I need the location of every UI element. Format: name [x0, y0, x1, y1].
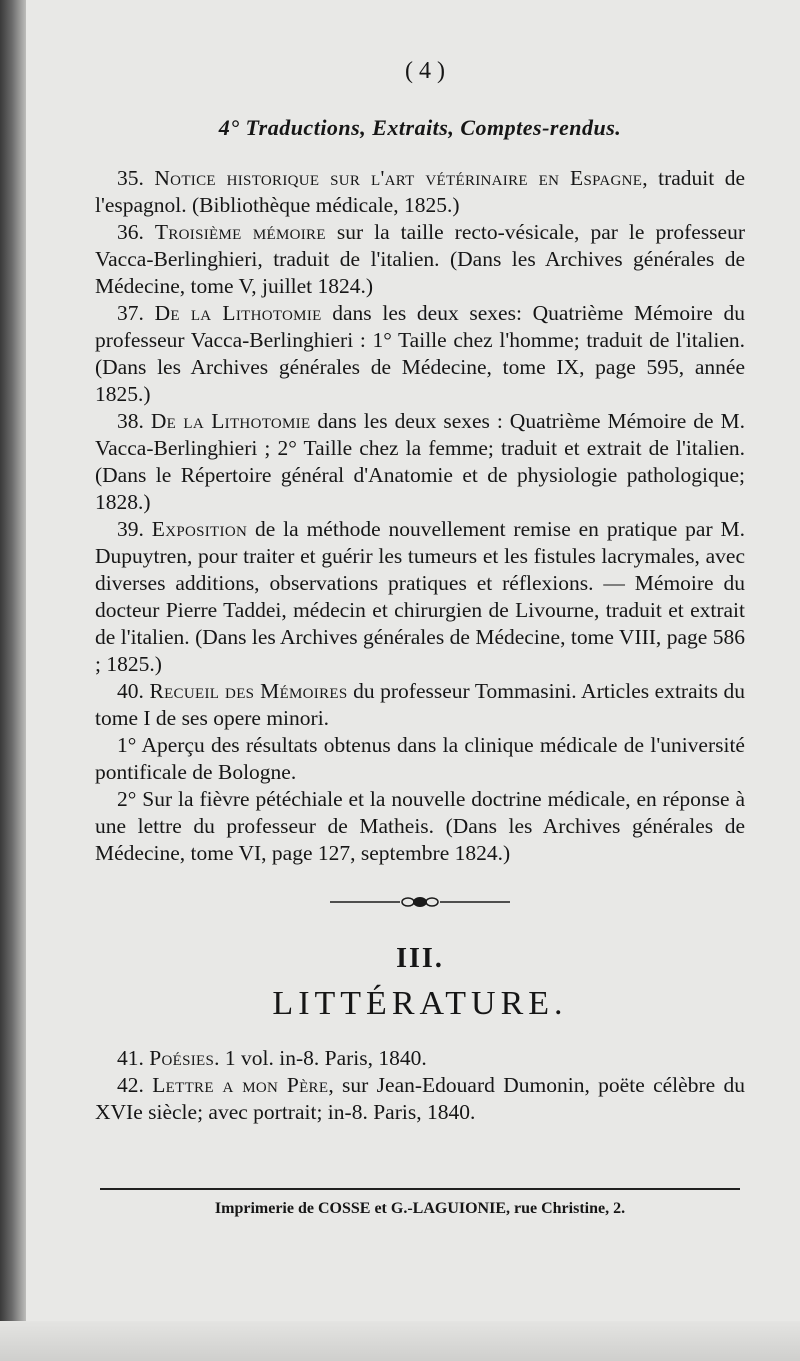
ornament-divider	[330, 895, 510, 909]
entry-number: 2°	[117, 787, 137, 811]
entry-text: dans les deux sexes : Quatrième Mémoire de M. Vacca-Berlinghieri ; 2° Taille chez la femme; traduit et extrait de l'italien. (Dans le Répertoire général d'Anatomie et de physiologie pathologique; 1828.)	[95, 409, 745, 514]
list-item	[95, 165, 745, 219]
entry-number: 38.	[117, 409, 144, 433]
entry-text: du professeur Tommasini. Articles extraits du tome I de ses opere minori.	[95, 679, 746, 730]
entry-number: 36.	[117, 220, 144, 244]
list-item	[95, 786, 745, 867]
entry-title: Troisième mémoire	[154, 220, 326, 244]
part-title: LITTÉRATURE.	[272, 985, 568, 1022]
entry-title: De la Lithotomie	[154, 301, 322, 325]
literature-list	[95, 1045, 745, 1126]
entry-text: . 1 vol. in-8. Paris, 1840.	[214, 1046, 427, 1070]
entry-title: De la Lithotomie	[150, 409, 311, 433]
list-item	[95, 219, 745, 300]
page-bottom-edge	[0, 1321, 800, 1361]
entry-text: , sur Jean-Edouard Dumonin, poëte célèbre du XVIe siècle; avec portrait; in-8. Paris, 1840.	[95, 1073, 746, 1124]
entry-text: , traduit de l'espagnol. (Bibliothèque médicale, 1825.)	[95, 166, 745, 217]
entry-text: dans les deux sexes: Quatrième Mémoire du professeur Vacca-Berlinghieri : 1° Taille chez l'homme; traduit de l'italien. (Dans les Archives générales de Médecine, tome IX, page 595, année 1825.)	[95, 301, 745, 406]
entry-number: 1°	[117, 733, 137, 757]
entry-title: Exposition	[151, 517, 248, 541]
page-binding-shadow	[0, 0, 26, 1361]
entry-number: 41.	[117, 1046, 144, 1070]
entry-number: 35.	[117, 166, 144, 190]
list-item	[95, 1045, 745, 1072]
list-item	[95, 300, 745, 408]
entry-title: Poésies	[149, 1046, 215, 1070]
entry-title: Notice historique sur l'art vétérinaire en Espagne	[154, 166, 643, 190]
entry-number: 40.	[117, 679, 144, 703]
entry-title: Lettre a mon Père	[152, 1073, 329, 1097]
list-item	[95, 1072, 745, 1126]
translations-list	[95, 165, 745, 867]
list-item	[95, 516, 745, 678]
entry-number: 39.	[117, 517, 144, 541]
list-item	[95, 732, 745, 786]
entry-text: de la méthode nouvellement remise en pratique par M. Dupuytren, pour traiter et guérir les tumeurs et les fistules lacrymales, avec diverses additions, observations pratiques et réflexions. — Mémoire du docteur Pierre Taddei, médecin et chirurgien de Livourne, traduit et extrait de l'italien. (Dans les Archives générales de Médecine, tome VIII, page 586 ; 1825.)	[95, 517, 746, 676]
section-heading: 4° Traductions, Extraits, Comptes-rendus.	[218, 115, 622, 140]
entry-text: Sur la fièvre pétéchiale et la nouvelle doctrine médicale, en réponse à une lettre du professeur de Matheis. (Dans les Archives générales de Médecine, tome VI, page 127, septembre 1824.)	[95, 787, 745, 865]
list-item	[95, 408, 745, 516]
entry-number: 42.	[117, 1073, 144, 1097]
footer-rule	[100, 1188, 740, 1190]
list-item	[95, 678, 745, 732]
page-content	[95, 58, 745, 1126]
entry-title: Recueil des Mémoires	[149, 679, 348, 703]
part-number: III.	[396, 943, 444, 974]
entry-text: Aperçu des résultats obtenus dans la clinique médicale de l'université pontificale de Bologne.	[95, 733, 745, 784]
printer-imprint: Imprimerie de COSSE et G.-LAGUIONIE, rue Christine, 2.	[214, 1200, 626, 1217]
entry-number: 37.	[117, 301, 144, 325]
entry-text: sur la taille recto-vésicale, par le professeur Vacca-Berlinghieri, traduit de l'italien. (Dans les Archives générales de Médecine, tome V, juillet 1824.)	[95, 220, 746, 298]
page-number: ( 4 )	[405, 58, 445, 84]
